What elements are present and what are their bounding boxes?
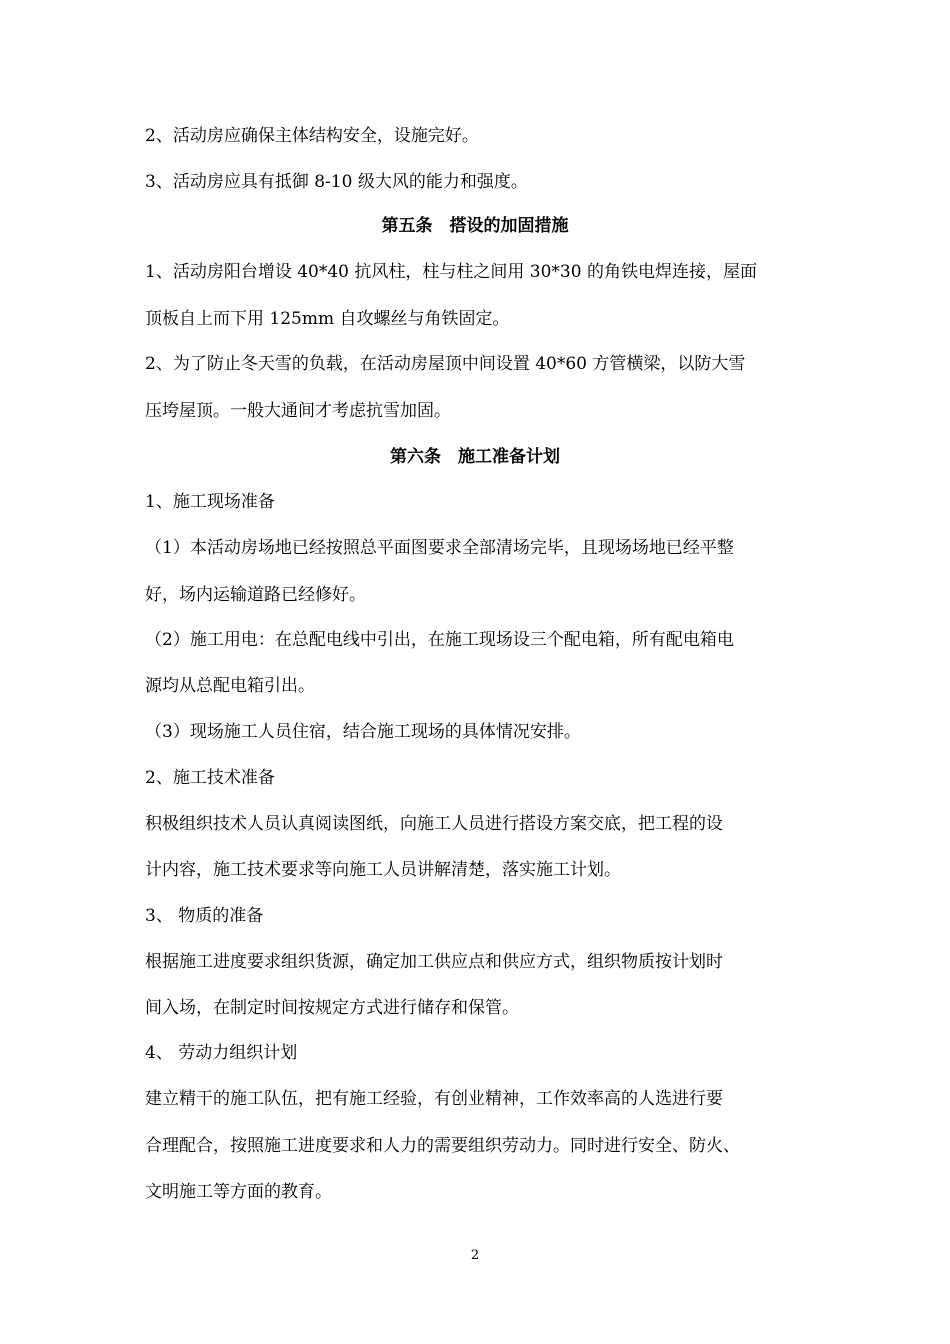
text-line: （3）现场施工人员住宿，结合施工现场的具体情况安排。 (145, 722, 581, 742)
page-number: 2 (470, 1248, 480, 1263)
text-line: 好，场内运输道路已经修好。 (145, 585, 366, 605)
text-line: 2、施工技术准备 (145, 768, 275, 788)
text-line: 1、施工现场准备 (145, 492, 275, 512)
text-line: 建立精干的施工队伍，把有施工经验，有创业精神，工作效率高的人选进行要 (145, 1089, 723, 1109)
text-line: 积极组织技术人员认真阅读图纸，向施工人员进行搭设方案交底，把工程的设 (145, 814, 723, 834)
text-line: 3、 物质的准备 (145, 906, 264, 926)
section-heading: 第六条 施工准备计划 (390, 447, 560, 467)
text-line: 4、 劳动力组织计划 (145, 1043, 298, 1063)
text-line: 1、活动房阳台增设 40*40 抗风柱，柱与柱之间用 30*30 的角铁电焊连接，屋面 (145, 262, 757, 282)
text-line: 顶板自上而下用 125mm 自攻螺丝与角铁固定。 (145, 309, 510, 329)
text-line: 压垮屋顶。一般大通间才考虑抗雪加固。 (145, 401, 451, 421)
text-line: 文明施工等方面的教育。 (145, 1182, 332, 1202)
text-line: 2、活动房应确保主体结构安全，设施完好。 (145, 126, 479, 146)
text-line: 间入场，在制定时间按规定方式进行储存和保管。 (145, 998, 519, 1018)
text-line: 3、活动房应具有抵御 8-10 级大风的能力和强度。 (145, 172, 528, 192)
text-line: （2）施工用电：在总配电线中引出，在施工现场设三个配电箱，所有配电箱电 (145, 630, 734, 650)
text-line: 2、为了防止冬天雪的负载，在活动房屋顶中间设置 40*60 方管横梁，以防大雪 (145, 354, 746, 374)
text-line: 源均从总配电箱引出。 (145, 676, 315, 696)
text-line: 根据施工进度要求组织货源，确定加工供应点和供应方式，组织物质按计划时 (145, 952, 723, 972)
text-line: （1）本活动房场地已经按照总平面图要求全部清场完毕，且现场场地已经平整 (145, 538, 734, 558)
section-heading: 第五条 搭设的加固措施 (381, 216, 569, 236)
text-line: 合理配合，按照施工进度要求和人力的需要组织劳动力。同时进行安全、防火、 (145, 1136, 740, 1156)
text-line: 计内容，施工技术要求等向施工人员讲解清楚，落实施工计划。 (145, 860, 621, 880)
